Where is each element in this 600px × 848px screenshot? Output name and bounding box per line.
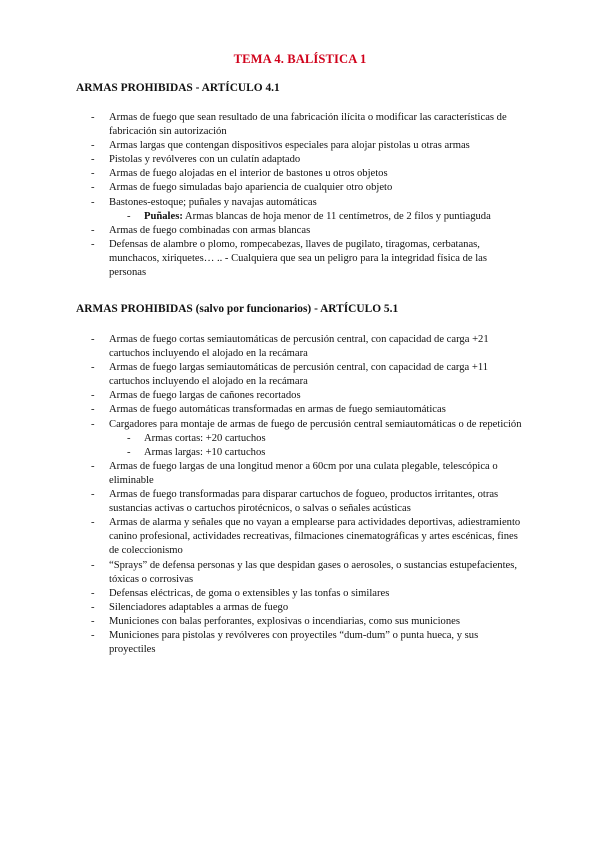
list-item	[0, 418, 600, 432]
list-item	[0, 111, 600, 139]
list-item-text: “Sprays” de defensa personas y las que despidan gases o aerosoles, o sustancias estupefacientes, tóxicas o corrosivas	[109, 559, 518, 585]
dash-bullet: -	[127, 432, 131, 444]
list-item-text: Armas de fuego transformadas para disparar cartuchos de fogueo, productos irritantes, otras sustancias activas o cartuchos pirotécnicos, o salvas o señales acústicas	[109, 489, 499, 515]
dash-bullet: -	[91, 517, 95, 529]
dash-bullet: -	[91, 140, 95, 152]
list-item-text: Armas de fuego cortas semiautomáticas de percusión central, con capacidad de carga +21 cartuchos incluyendo el alojado en la recámara	[109, 334, 489, 360]
dash-bullet: -	[91, 390, 95, 402]
dash-bullet: -	[91, 224, 95, 236]
list-item-text: Municiones con balas perforantes, explosivas o incendiarias, como sus municiones	[109, 615, 460, 627]
sub-item-label: Puñales:	[144, 210, 183, 222]
dash-bullet: -	[91, 168, 95, 180]
list-item	[0, 238, 600, 280]
section1-list	[0, 111, 600, 280]
dash-bullet: -	[91, 334, 95, 345]
list-item	[0, 361, 600, 389]
dash-bullet: -	[91, 615, 95, 627]
dash-bullet: -	[91, 489, 95, 501]
dash-bullet: -	[91, 418, 95, 430]
section-heading-articulo-5-1: ARMAS PROHIBIDAS (salvo por funcionarios) - ARTÍCULO 5.1	[76, 303, 399, 315]
sub-list-item	[0, 446, 600, 460]
list-item	[0, 601, 600, 615]
dash-bullet: -	[127, 210, 131, 222]
list-item	[0, 403, 600, 417]
list-item-text: Armas de fuego simuladas bajo apariencia de cualquier otro objeto	[109, 182, 393, 194]
list-item	[0, 333, 600, 361]
list-item-text: Silenciadores adaptables a armas de fuego	[109, 601, 289, 613]
dash-bullet: -	[91, 362, 95, 374]
list-item-text: Defensas eléctricas, de goma o extensibles y las tonfas o similares	[109, 587, 390, 599]
dash-bullet: -	[91, 559, 95, 571]
section2-list	[0, 333, 600, 657]
dash-bullet: -	[91, 238, 95, 250]
dash-bullet: -	[91, 154, 95, 166]
dash-bullet: -	[91, 587, 95, 599]
list-item	[0, 629, 600, 657]
list-item-text: Municiones para pistolas y revólveres con proyectiles “dum-dum” o punta hueca, y sus proyectiles	[109, 629, 479, 656]
list-item	[0, 196, 600, 210]
list-item	[0, 587, 600, 601]
list-item-text: Armas de fuego que sean resultado de una fabricación ilícita o modificar las características de fabricación sin autorización	[109, 112, 507, 138]
list-item-text: Cargadores para montaje de armas de fuego de percusión central semiautomáticas o de repetición	[109, 418, 522, 430]
list-item	[0, 181, 600, 195]
list-item	[0, 488, 600, 516]
dash-bullet: -	[91, 112, 95, 123]
list-item	[0, 559, 600, 587]
list-item	[0, 516, 600, 558]
list-item-text: Armas de fuego largas de cañones recortados	[109, 390, 301, 402]
sub-list-item	[0, 210, 600, 224]
sub-item-text: Armas blancas de hoja menor de 11 centímetros, de 2 filos y puntiaguda	[182, 210, 491, 222]
list-item-text: Armas de alarma y señales que no vayan a emplearse para actividades deportivas, adiestramiento canino profesional, actividades recreativas, filmaciones cinematográficas y artes escénicas, fines de coleccionismo	[109, 517, 521, 557]
list-item-text: Armas largas que contengan dispositivos especiales para alojar pistolas u otras armas	[109, 140, 470, 152]
dash-bullet: -	[91, 460, 95, 472]
list-item-text: Defensas de alambre o plomo, rompecabezas, llaves de pugilato, tiragomas, cerbatanas, munchacos, xiriquetes… .. - Cualquiera que sea un peligro para la integridad física de las personas	[109, 238, 488, 279]
list-item-text: Armas de fuego largas de una longitud menor a 60cm por una culata plegable, telescópica o eliminable	[109, 460, 498, 486]
list-item-text: Armas de fuego largas semiautomáticas de percusión central, con capacidad de carga +11 cartuchos incluyendo el alojado en la recámara	[109, 362, 489, 388]
list-item	[0, 460, 600, 488]
list-item-text: Bastones-estoque; puñales y navajas automáticas	[109, 196, 317, 208]
dash-bullet: -	[127, 446, 131, 458]
list-item	[0, 153, 600, 167]
dash-bullet: -	[91, 404, 95, 416]
sub-item-text: Armas largas: +10 cartuchos	[144, 446, 266, 458]
list-item	[0, 615, 600, 629]
list-item	[0, 224, 600, 238]
dash-bullet: -	[91, 629, 95, 641]
list-item-text: Armas de fuego alojadas en el interior de bastones u otros objetos	[109, 168, 388, 180]
document-title: TEMA 4. BALÍSTICA 1	[233, 52, 367, 66]
list-item	[0, 139, 600, 153]
sub-list-item	[0, 432, 600, 446]
dash-bullet: -	[91, 182, 95, 194]
sub-item-text: Armas cortas: +20 cartuchos	[144, 432, 266, 444]
dash-bullet: -	[91, 601, 95, 613]
section-heading-articulo-4-1: ARMAS PROHIBIDAS - ARTÍCULO 4.1	[76, 82, 280, 94]
list-item	[0, 389, 600, 403]
list-item-text: Armas de fuego combinadas con armas blancas	[109, 224, 311, 236]
list-item	[0, 167, 600, 181]
dash-bullet: -	[91, 196, 95, 208]
list-item-text: Armas de fuego automáticas transformadas en armas de fuego semiautomáticas	[109, 404, 446, 416]
list-item-text: Pistolas y revólveres con un culatín adaptado	[109, 154, 301, 166]
